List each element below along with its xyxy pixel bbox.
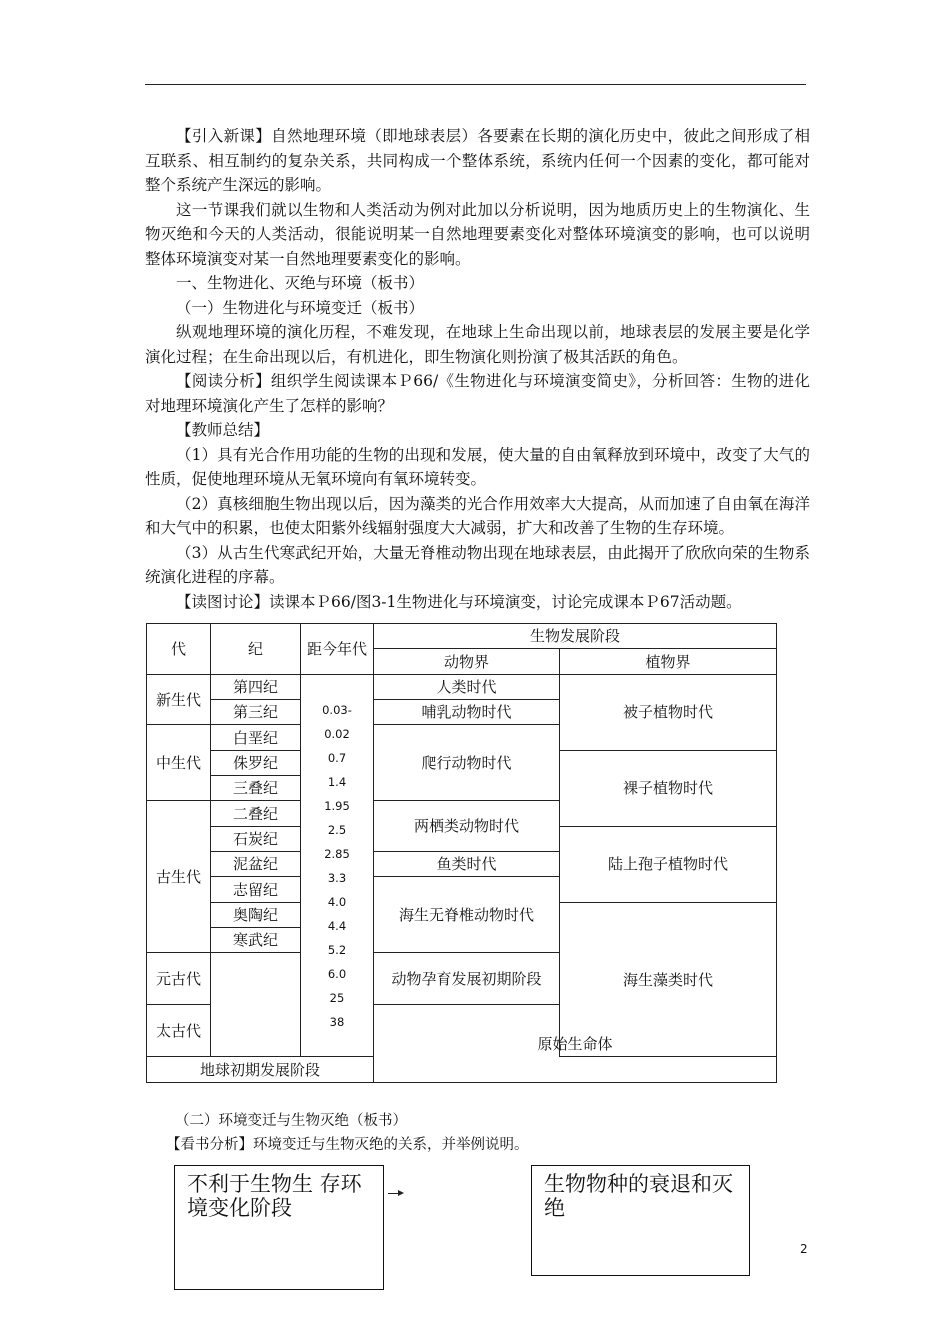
- body-text: [145, 124, 810, 614]
- distance-column: [301, 674, 374, 1057]
- book-analysis: 【看书分析】环境变迁与生物灭绝的关系，并举例说明。: [166, 1137, 529, 1153]
- distance-value: 2.85: [324, 846, 350, 861]
- header-era: 代: [147, 624, 211, 675]
- animal-stage: 两栖类动物时代: [374, 801, 560, 852]
- species-decline-box: 生物物种的衰退和灭绝: [531, 1165, 750, 1276]
- plant-stage: 海生藻类时代: [560, 902, 777, 1057]
- header-stage: 生物发展阶段: [374, 624, 777, 649]
- period-cell: 第四纪: [211, 674, 301, 699]
- teacher-summary-label: 【教师总结】: [176, 421, 270, 439]
- distance-value: 3.3: [327, 870, 347, 885]
- distance-value: 38: [329, 1014, 345, 1029]
- animal-stage: 爬行动物时代: [374, 725, 560, 801]
- section-heading-2: （二）环境变迁与生物灭绝（板书）: [175, 1113, 407, 1129]
- period-cell: 二叠纪: [211, 801, 301, 826]
- era-proterozoic: 元古代: [147, 953, 211, 1005]
- summary-point-1: （1）具有光合作用功能的生物的出现和发展，使大量的自由氧释放到环境中，改变了大气的性质，促使地理环境从无氧环境向有氧环境转变。: [145, 445, 810, 488]
- header-period: 纪: [211, 624, 301, 675]
- primitive-life: 原始生命体: [374, 1005, 777, 1083]
- era-early-earth: 地球初期发展阶段: [147, 1057, 374, 1083]
- distance-value: 0.03-: [322, 702, 352, 717]
- header-animal: 动物界: [374, 649, 560, 674]
- distance-value: 0.02: [324, 726, 350, 741]
- summary-point-3: （3）从古生代寒武纪开始，大量无脊椎动物出现在地球表层，由此揭开了欣欣向荣的生物系统演化进程的序幕。: [145, 543, 810, 586]
- summary-point-2: （2）真核细胞生物出现以后，因为藻类的光合作用效率大大提高，从而加速了自由氧在海洋和大气中的积累，也使太阳紫外线辐射强度大大减弱，扩大和改善了生物的生存环境。: [145, 494, 810, 537]
- distance-value: 6.0: [327, 966, 347, 981]
- figure-discussion: 【读图讨论】读课本Ｐ66/图3-1生物进化与环境演变，讨论完成课本Ｐ67活动题。: [176, 592, 742, 611]
- period-cell: 奥陶纪: [211, 902, 301, 927]
- distance-value: 1.95: [324, 798, 350, 813]
- subsection-heading-1: （一）生物进化与环境变迁（板书）: [176, 298, 425, 317]
- distance-value: 25: [329, 990, 345, 1005]
- period-cell: 石炭纪: [211, 826, 301, 851]
- era-mesozoic: 中生代: [147, 725, 211, 801]
- evolution-table: [146, 623, 777, 1083]
- distance-value: 1.4: [327, 774, 347, 789]
- era-archean: 太古代: [147, 1005, 211, 1057]
- distance-value: 0.7: [327, 750, 347, 765]
- distance-value: 4.4: [327, 918, 347, 933]
- animal-stage: 哺乳动物时代: [374, 700, 560, 725]
- era-cenozoic: 新生代: [147, 674, 211, 725]
- unfavorable-environment-box: 不利于生物生 存环境变化阶段: [174, 1165, 384, 1290]
- context-paragraph: 这一节课我们就以生物和人类活动为例对此加以分析说明，因为地质历史上的生物演化、生物灭绝和今天的人类活动，很能说明某一自然地理要素变化对整体环境演变的影响，也可以说明整体环境演变对某一自然地理要素变化的影响。: [145, 200, 810, 268]
- animal-stage: 动物孕育发展初期阶段: [374, 953, 560, 1005]
- period-cell: 泥盆纪: [211, 852, 301, 877]
- period-cell: 第三纪: [211, 700, 301, 725]
- reading-analysis: 【阅读分析】组织学生阅读课本Ｐ66/《生物进化与环境演变简史》，分析回答：生物的进化对地理环境演化产生了怎样的影响？: [145, 372, 810, 415]
- arrow-icon: [388, 1193, 402, 1194]
- animal-stage: 人类时代: [374, 674, 560, 699]
- header-plant: 植物界: [560, 649, 777, 674]
- period-cell: 白垩纪: [211, 725, 301, 750]
- period-cell: 侏罗纪: [211, 750, 301, 775]
- distance-value: 2.5: [327, 822, 347, 837]
- animal-stage: 海生无脊椎动物时代: [374, 877, 560, 953]
- empty-period-cell: [211, 953, 301, 1057]
- period-cell: 三叠纪: [211, 776, 301, 801]
- era-paleozoic: 古生代: [147, 801, 211, 953]
- animal-stage: 鱼类时代: [374, 852, 560, 877]
- plant-stage: 裸子植物时代: [560, 750, 777, 826]
- evolution-paragraph: 纵观地理环境的演化历程，不难发现，在地球上生命出现以前，地球表层的发展主要是化学演化过程；在生命出现以后，有机进化，即生物演化则扮演了极其活跃的角色。: [145, 323, 810, 366]
- section-heading-1: 一、生物进化、灭绝与环境（板书）: [176, 274, 425, 292]
- period-cell: 寒武纪: [211, 928, 301, 953]
- period-cell: 志留纪: [211, 877, 301, 902]
- header-rule: [145, 84, 806, 85]
- header-distance: 距今年代: [301, 624, 374, 675]
- distance-value: 5.2: [327, 942, 347, 957]
- page-number: 2: [800, 1242, 808, 1256]
- plant-stage: 陆上孢子植物时代: [560, 826, 777, 902]
- plant-stage: 被子植物时代: [560, 674, 777, 750]
- distance-value: 4.0: [327, 894, 347, 909]
- intro-paragraph: 【引入新课】自然地理环境（即地球表层）各要素在长期的演化历史中，彼此之间形成了相互联系、相互制约的复杂关系，共同构成一个整体系统，系统内任何一个因素的变化，都可能对整个系统产生深远的影响。: [145, 127, 810, 194]
